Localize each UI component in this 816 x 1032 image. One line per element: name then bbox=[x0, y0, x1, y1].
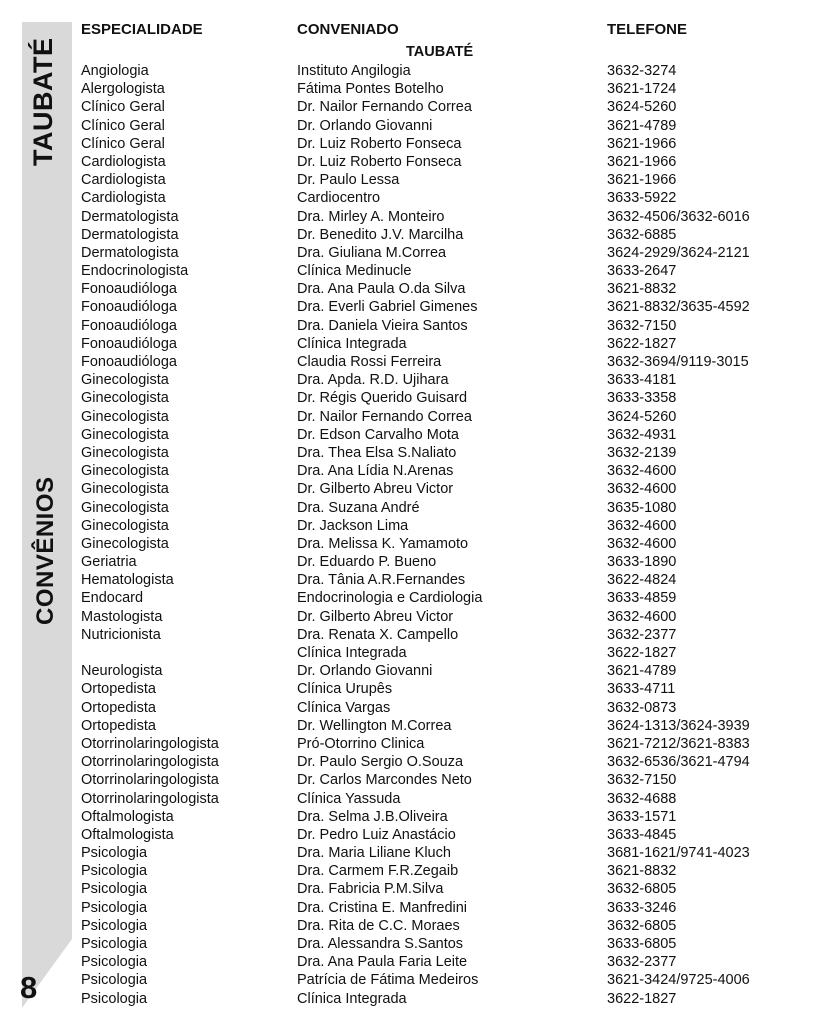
table-row bbox=[0, 353, 816, 371]
provider-cell: Dr. Eduardo P. Bueno bbox=[297, 554, 437, 571]
phone-cell: 3633-4845 bbox=[607, 826, 677, 843]
provider-cell: Claudia Rossi Ferreira bbox=[297, 354, 442, 370]
provider-cell: Dra. Rita de C.C. Moraes bbox=[297, 917, 460, 934]
phone-cell: 3621-4789 bbox=[607, 663, 677, 680]
specialty-cell: Neurologista bbox=[81, 663, 163, 680]
provider-cell: Pró-Otorrino Clinica bbox=[297, 735, 425, 752]
specialty-cell: Ortopedista bbox=[81, 681, 156, 698]
provider-cell: Dra. Mirley A. Monteiro bbox=[297, 208, 445, 225]
specialty-cell: Ortopedista bbox=[81, 717, 156, 734]
phone-cell: 3633-3358 bbox=[607, 390, 677, 407]
specialty-cell: Fonoaudióloga bbox=[81, 317, 177, 334]
table-row bbox=[0, 899, 816, 917]
phone-cell: 3621-1966 bbox=[607, 153, 677, 170]
specialty-cell: Otorrinolaringologista bbox=[81, 735, 219, 752]
table-row bbox=[0, 753, 816, 771]
specialty-cell: Cardiologista bbox=[81, 172, 166, 189]
table-row bbox=[0, 171, 816, 189]
phone-cell: 3633-2647 bbox=[607, 263, 677, 280]
table-row bbox=[0, 298, 816, 316]
provider-cell: Fátima Pontes Botelho bbox=[297, 81, 444, 98]
table-row bbox=[0, 571, 816, 589]
phone-cell: 3632-4600 bbox=[607, 463, 677, 480]
table-row bbox=[0, 335, 816, 353]
table-row bbox=[0, 735, 816, 753]
table-row bbox=[0, 444, 816, 462]
header-conveniado: CONVENIADO bbox=[297, 21, 399, 38]
phone-cell: 3632-7150 bbox=[607, 772, 677, 789]
provider-cell: Dr. Pedro Luiz Anastácio bbox=[297, 826, 456, 843]
header-telefone: TELEFONE bbox=[607, 21, 688, 38]
phone-cell: 3632-4600 bbox=[607, 517, 677, 534]
phone-cell: 3633-4711 bbox=[607, 681, 676, 698]
provider-cell: Dr. Nailor Fernando Correa bbox=[297, 408, 472, 425]
specialty-cell: Fonoaudióloga bbox=[81, 335, 177, 352]
provider-cell: Dra. Ana Lídia N.Arenas bbox=[297, 463, 454, 480]
provider-cell: Clínica Integrada bbox=[297, 645, 407, 661]
provider-cell: Dra. Renata X. Campello bbox=[297, 626, 459, 643]
table-row bbox=[0, 935, 816, 953]
phone-cell: 3632-4931 bbox=[607, 426, 677, 443]
specialty-cell: Clínico Geral bbox=[81, 117, 165, 134]
table-row bbox=[0, 135, 816, 153]
specialty-cell: Ginecologista bbox=[81, 499, 169, 516]
specialty-cell: Psicologia bbox=[81, 936, 148, 952]
phone-cell: 3632-6536/3621-4794 bbox=[607, 754, 750, 771]
provider-cell: Clínica Vargas bbox=[297, 699, 391, 716]
specialty-cell: Otorrinolaringologista bbox=[81, 790, 219, 807]
specialty-cell: Cardiologista bbox=[81, 153, 166, 170]
provider-cell: Dr. Gilberto Abreu Victor bbox=[297, 481, 454, 498]
phone-cell: 3632-0873 bbox=[607, 699, 677, 716]
table-row bbox=[0, 862, 816, 880]
specialty-cell: Otorrinolaringologista bbox=[81, 772, 219, 789]
phone-cell: 3632-4600 bbox=[607, 608, 677, 625]
table-row bbox=[0, 844, 816, 862]
provider-cell: Dr. Benedito J.V. Marcilha bbox=[297, 226, 464, 243]
phone-cell: 3633-1571 bbox=[607, 808, 677, 825]
table-row bbox=[0, 880, 816, 898]
provider-cell: Clínica Integrada bbox=[297, 990, 407, 1007]
phone-cell: 3621-7212/3621-8383 bbox=[607, 735, 750, 752]
provider-cell: Dra. Carmem F.R.Zegaib bbox=[297, 863, 459, 880]
specialty-cell: Fonoaudióloga bbox=[81, 281, 177, 298]
table-row bbox=[0, 589, 816, 607]
provider-cell: Dra. Everli Gabriel Gimenes bbox=[297, 299, 478, 316]
specialty-cell: Psicologia bbox=[81, 954, 148, 971]
phone-cell: 3632-4506/3632-6016 bbox=[607, 208, 750, 225]
specialty-cell: Fonoaudióloga bbox=[81, 354, 177, 370]
specialty-cell: Ginecologista bbox=[81, 426, 169, 443]
specialty-cell: Psicologia bbox=[81, 863, 148, 880]
specialty-cell: Ginecologista bbox=[81, 390, 169, 407]
specialty-cell: Psicologia bbox=[81, 845, 148, 862]
phone-cell: 3624-2929/3624-2121 bbox=[607, 244, 750, 261]
table-row bbox=[0, 262, 816, 280]
provider-cell: Dra. Cristina E. Manfredini bbox=[297, 899, 468, 916]
provider-cell: Dr. Luiz Roberto Fonseca bbox=[297, 153, 462, 170]
table-row bbox=[0, 226, 816, 244]
specialty-cell: Dermatologista bbox=[81, 226, 179, 243]
phone-cell: 3632-2377 bbox=[607, 954, 677, 971]
specialty-cell: Nutricionista bbox=[81, 626, 161, 643]
provider-cell: Dra. Maria Liliane Kluch bbox=[297, 845, 451, 862]
specialty-cell: Endocrinologista bbox=[81, 263, 189, 280]
phone-cell: 3632-2139 bbox=[607, 444, 677, 461]
table-row bbox=[0, 808, 816, 826]
table-row bbox=[0, 790, 816, 808]
phone-cell: 3624-5260 bbox=[607, 99, 677, 116]
specialty-cell: Psicologia bbox=[81, 881, 148, 898]
table-row bbox=[0, 244, 816, 262]
sidebar-city-title: TAUBATÉ bbox=[28, 37, 58, 166]
phone-cell: 3621-8832/3635-4592 bbox=[607, 299, 750, 316]
specialty-cell: Oftalmologista bbox=[81, 826, 174, 843]
specialty-cell: Endocard bbox=[81, 590, 144, 607]
specialty-cell: Angiologia bbox=[81, 63, 149, 79]
provider-cell: Dr. Wellington M.Correa bbox=[297, 717, 452, 734]
provider-cell: Dra. Thea Elsa S.Naliato bbox=[297, 444, 457, 461]
provider-cell: Dr. Paulo Sergio O.Souza bbox=[297, 754, 464, 771]
header-especialidade: ESPECIALIDADE bbox=[81, 21, 203, 38]
specialty-cell: Ginecologista bbox=[81, 408, 169, 425]
specialty-cell: Clínico Geral bbox=[81, 135, 165, 152]
table-row bbox=[0, 280, 816, 298]
specialty-cell: Ginecologista bbox=[81, 444, 169, 461]
provider-cell: Dr. Carlos Marcondes Neto bbox=[297, 772, 472, 789]
specialty-cell: Hematologista bbox=[81, 572, 174, 589]
phone-cell: 3621-4789 bbox=[607, 117, 677, 134]
phone-cell: 3621-1724 bbox=[607, 81, 677, 98]
phone-cell: 3635-1080 bbox=[607, 499, 677, 516]
provider-cell: Dr. Régis Querido Guisard bbox=[297, 390, 468, 407]
table-row bbox=[0, 408, 816, 426]
specialty-cell: Clínico Geral bbox=[81, 99, 165, 116]
table-row bbox=[0, 626, 816, 644]
table-row bbox=[0, 771, 816, 789]
phone-cell: 3622-1827 bbox=[607, 335, 677, 352]
phone-cell: 3633-1890 bbox=[607, 554, 677, 571]
phone-cell: 3632-4600 bbox=[607, 481, 677, 498]
specialty-cell: Oftalmologista bbox=[81, 808, 174, 825]
table-row bbox=[0, 208, 816, 226]
table-row bbox=[0, 971, 816, 989]
provider-cell: Dr. Orlando Giovanni bbox=[297, 117, 433, 134]
phone-cell: 3632-6805 bbox=[607, 917, 677, 934]
phone-cell: 3632-2377 bbox=[607, 626, 677, 643]
specialty-cell: Psicologia bbox=[81, 972, 148, 989]
phone-cell: 3622-1827 bbox=[607, 990, 677, 1007]
provider-cell: Dra. Fabricia P.M.Silva bbox=[297, 881, 444, 898]
page-number: 8 bbox=[20, 970, 38, 1005]
provider-cell: Clínica Yassuda bbox=[297, 790, 401, 807]
table-row bbox=[0, 680, 816, 698]
provider-cell: Dra. Ana Paula Faria Leite bbox=[297, 954, 468, 971]
sidebar-section-title: CONVÊNIOS bbox=[32, 476, 59, 625]
provider-cell: Dra. Alessandra S.Santos bbox=[297, 936, 464, 952]
specialty-cell: Dermatologista bbox=[81, 208, 179, 225]
phone-cell: 3621-1966 bbox=[607, 172, 677, 189]
table-row bbox=[0, 535, 816, 553]
provider-cell: Dra. Daniela Vieira Santos bbox=[297, 317, 468, 334]
specialty-cell: Otorrinolaringologista bbox=[81, 754, 219, 771]
city-subheading: TAUBATÉ bbox=[406, 44, 474, 60]
phone-cell: 3633-4859 bbox=[607, 590, 677, 607]
provider-cell: Dra. Tânia A.R.Fernandes bbox=[297, 572, 466, 589]
specialty-cell: Dermatologista bbox=[81, 244, 179, 261]
phone-cell: 3632-7150 bbox=[607, 317, 677, 334]
phone-cell: 3632-4600 bbox=[607, 535, 677, 552]
specialty-cell: Psicologia bbox=[81, 899, 148, 916]
phone-cell: 3621-1966 bbox=[607, 135, 677, 152]
provider-cell: Dra. Suzana André bbox=[297, 499, 420, 516]
table-row bbox=[0, 117, 816, 135]
specialty-cell: Cardiologista bbox=[81, 190, 166, 207]
table-row bbox=[0, 317, 816, 335]
phone-cell: 3633-6805 bbox=[607, 936, 677, 952]
phone-cell: 3633-5922 bbox=[607, 190, 677, 207]
table-row bbox=[0, 608, 816, 626]
table-row bbox=[0, 717, 816, 735]
specialty-cell: Psicologia bbox=[81, 990, 148, 1007]
provider-cell: Dr. Luiz Roberto Fonseca bbox=[297, 135, 462, 152]
table-row bbox=[0, 389, 816, 407]
specialty-cell: Psicologia bbox=[81, 917, 148, 934]
table-row bbox=[0, 80, 816, 98]
table-row bbox=[0, 189, 816, 207]
table-row bbox=[0, 826, 816, 844]
table-row bbox=[0, 62, 816, 80]
phone-cell: 3624-1313/3624-3939 bbox=[607, 717, 750, 734]
provider-cell: Dra. Ana Paula O.da Silva bbox=[297, 281, 466, 298]
specialty-cell: Mastologista bbox=[81, 608, 163, 625]
provider-cell: Patrícia de Fátima Medeiros bbox=[297, 972, 479, 989]
table-row bbox=[0, 553, 816, 571]
phone-cell: 3632-6805 bbox=[607, 881, 677, 898]
provider-cell: Dr. Gilberto Abreu Victor bbox=[297, 608, 454, 625]
specialty-cell: Ginecologista bbox=[81, 463, 169, 480]
table-row bbox=[0, 662, 816, 680]
provider-cell: Cardiocentro bbox=[297, 190, 381, 207]
specialty-cell: Fonoaudióloga bbox=[81, 299, 177, 316]
table-row bbox=[0, 644, 816, 662]
table-row bbox=[0, 517, 816, 535]
specialty-cell: Geriatria bbox=[81, 554, 137, 571]
provider-cell: Clínica Integrada bbox=[297, 335, 407, 352]
phone-cell: 3633-3246 bbox=[607, 899, 677, 916]
phone-cell: 3632-6885 bbox=[607, 226, 677, 243]
provider-cell: Dr. Paulo Lessa bbox=[297, 172, 400, 189]
provider-cell: Dr. Jackson Lima bbox=[297, 517, 409, 534]
table-row bbox=[0, 462, 816, 480]
specialty-cell: Ginecologista bbox=[81, 517, 169, 534]
provider-cell: Dra. Melissa K. Yamamoto bbox=[297, 535, 469, 552]
specialty-cell: Alergologista bbox=[81, 81, 165, 98]
table-row bbox=[0, 990, 816, 1008]
specialty-cell: Ginecologista bbox=[81, 535, 169, 552]
provider-cell: Dra. Apda. R.D. Ujihara bbox=[297, 372, 449, 389]
phone-cell: 3632-3694/9119-3015 bbox=[607, 354, 749, 370]
provider-cell: Instituto Angilogia bbox=[297, 63, 411, 79]
specialty-cell: Ginecologista bbox=[81, 481, 169, 498]
phone-cell: 3621-8832 bbox=[607, 281, 677, 298]
phone-cell: 3622-1827 bbox=[607, 645, 677, 661]
specialty-cell: Ginecologista bbox=[81, 372, 169, 389]
table-row bbox=[0, 953, 816, 971]
phone-cell: 3681-1621/9741-4023 bbox=[607, 845, 750, 862]
phone-cell: 3621-3424/9725-4006 bbox=[607, 972, 750, 989]
phone-cell: 3632-4688 bbox=[607, 790, 677, 807]
phone-cell: 3632-3274 bbox=[607, 63, 677, 79]
table-row bbox=[0, 917, 816, 935]
table-row bbox=[0, 153, 816, 171]
provider-cell: Endocrinologia e Cardiologia bbox=[297, 590, 483, 607]
phone-cell: 3633-4181 bbox=[607, 372, 677, 389]
table-row bbox=[0, 480, 816, 498]
table-row bbox=[0, 499, 816, 517]
provider-cell: Dr. Edson Carvalho Mota bbox=[297, 426, 459, 443]
provider-cell: Clínica Urupês bbox=[297, 681, 393, 698]
provider-cell: Dr. Orlando Giovanni bbox=[297, 663, 433, 680]
table-header bbox=[0, 21, 816, 39]
provider-cell: Clínica Medinucle bbox=[297, 263, 412, 280]
table-row bbox=[0, 371, 816, 389]
provider-cell: Dra. Giuliana M.Correa bbox=[297, 244, 447, 261]
provider-cell: Dr. Nailor Fernando Correa bbox=[297, 99, 472, 116]
phone-cell: 3624-5260 bbox=[607, 408, 677, 425]
provider-cell: Dra. Selma J.B.Oliveira bbox=[297, 808, 448, 825]
table-row bbox=[0, 426, 816, 444]
specialty-cell: Ortopedista bbox=[81, 699, 156, 716]
phone-cell: 3621-8832 bbox=[607, 863, 677, 880]
table-row bbox=[0, 98, 816, 116]
table-row bbox=[0, 699, 816, 717]
phone-cell: 3622-4824 bbox=[607, 572, 677, 589]
directory-table bbox=[0, 62, 816, 1008]
